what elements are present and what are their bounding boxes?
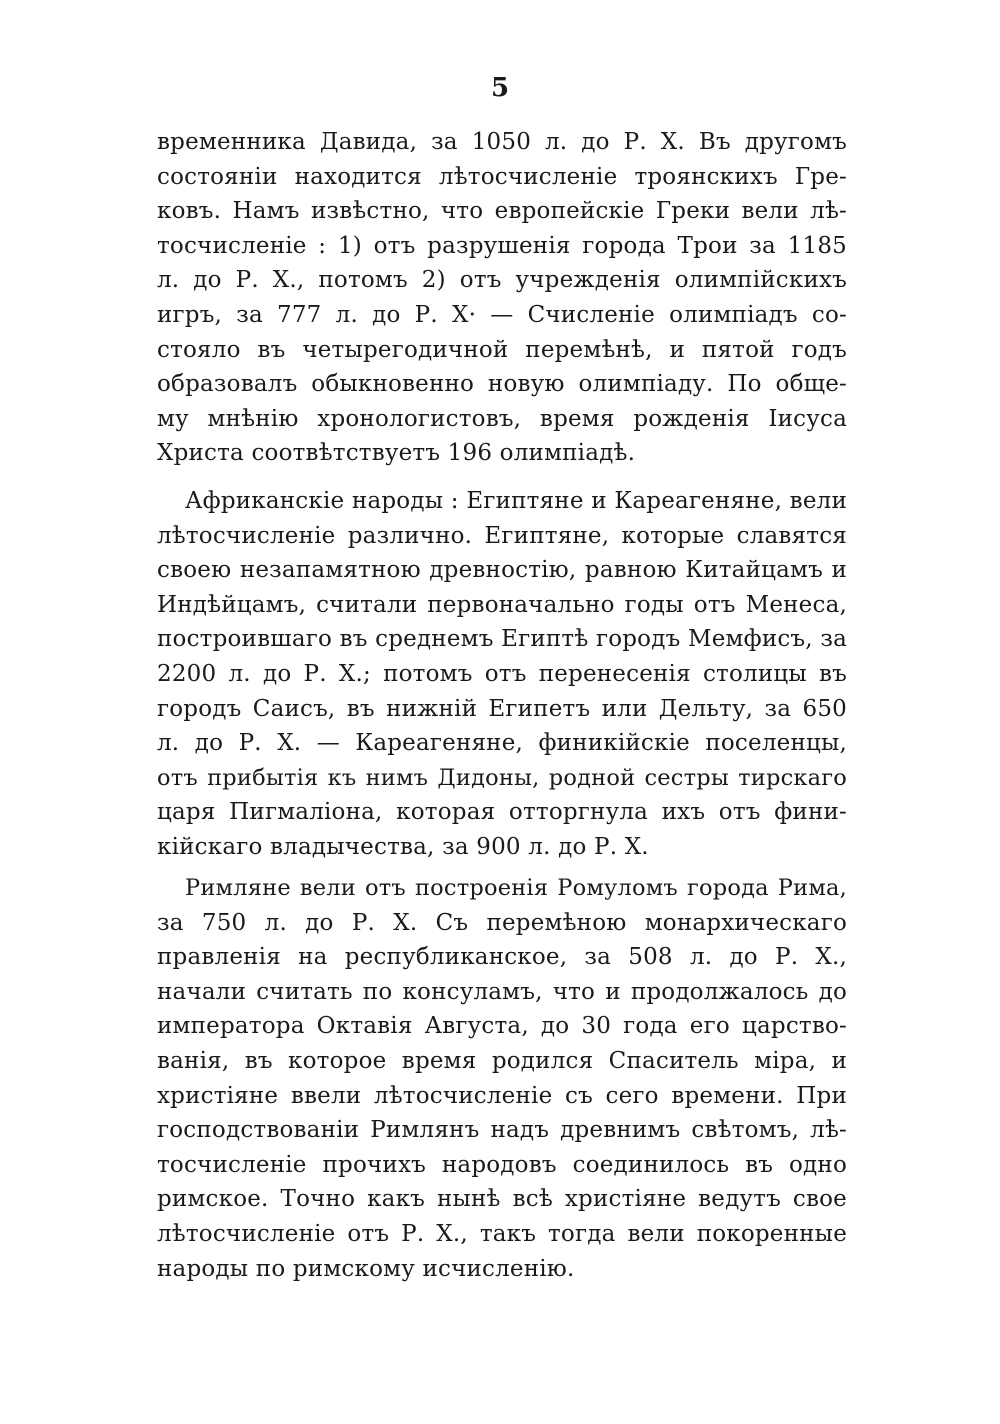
text-line: Христа соотвѣтствуетъ 196 олимпіадѣ.	[157, 440, 636, 467]
text-line: начали считать по консуламъ, что и продолжалось до	[157, 978, 847, 1005]
text-line: ковъ. Намъ извѣстно, что европейскіе Греки вели лѣ-	[157, 198, 847, 225]
text-line: городъ Саисъ, въ нижній Египетъ или Дельту, за 650	[157, 695, 847, 722]
text-line: образовалъ обыкновенно новую олимпіаду. По обще-	[157, 371, 847, 398]
text-line: тосчисленіе прочихъ народовъ соединилось въ одно	[157, 1151, 847, 1178]
text-line: римское. Точно какъ нынѣ всѣ христіяне ведутъ свое	[157, 1186, 847, 1213]
text-line: состояніи находится лѣтосчисленіе троянскихъ Гре-	[157, 163, 847, 190]
text-line: л. до Р. Х., потомъ 2) отъ учрежденія олимпійскихъ	[157, 267, 847, 294]
text-line: лѣтосчисленіе различно. Египтяне, которые славятся	[157, 522, 847, 549]
text-line: ванія, въ которое время родился Спаситель міра, и	[157, 1047, 847, 1074]
text-line: царя Пигмаліона, которая отторгнула ихъ отъ фини-	[157, 799, 847, 826]
text-line: императора Октавія Августа, до 30 года его царство-	[157, 1013, 847, 1040]
text-line: игръ, за 777 л. до Р. Х· — Счисленіе олимпіадъ со-	[157, 301, 847, 328]
text-line: правленія на республиканское, за 508 л. до Р. Х.,	[157, 944, 847, 971]
text-line: кійскаго владычества, за 900 л. до Р. Х.	[157, 833, 649, 860]
text-line: Индѣйцамъ, считали первоначально годы отъ Менеса,	[157, 591, 847, 618]
text-line: тосчисленіе : 1) отъ разрушенія города Трои за 1185	[157, 232, 847, 259]
text-line: построившаго въ среднемъ Египтѣ городъ Мемфисъ, за	[157, 626, 847, 653]
paragraph-chronology-romans	[157, 871, 847, 1286]
text-line: временника Давида, за 1050 л. до Р. Х. Въ другомъ	[157, 129, 847, 155]
page-number: 5	[490, 73, 510, 103]
text-line: му мнѣнію хронологистовъ, время рожденія Іисуса	[157, 405, 847, 432]
text-line: стояло въ четырегодичной перемѣнѣ, и пятой годъ	[157, 336, 847, 363]
text-line: л. до Р. Х. — Кареагеняне, финикійскіе поселенцы,	[157, 730, 847, 757]
text-line: христіяне ввели лѣтосчисленіе съ сего времени. При	[157, 1082, 847, 1109]
text-line: Римляне вели отъ построенія Ромуломъ города Рима,	[185, 875, 847, 901]
text-line: отъ прибытія къ нимъ Дидоны, родной сестры тирскаго	[157, 764, 847, 791]
text-line: своею незапамятною древностію, равною Китайцамъ и	[157, 557, 847, 584]
text-line: за 750 л. до Р. Х. Съ перемѣною монархическаго	[157, 909, 847, 936]
paragraph-chronology-greeks	[157, 125, 847, 471]
paragraph-chronology-africans	[157, 484, 847, 865]
text-line: Африканскіе народы : Египтяне и Кареагеняне, вели	[185, 488, 847, 514]
text-line: господствованіи Римлянъ надъ древнимъ свѣтомъ, лѣ-	[157, 1117, 847, 1144]
text-line: народы по римскому исчисленію.	[157, 1255, 575, 1282]
text-line: лѣтосчисленіе отъ Р. Х., такъ тогда вели покоренные	[157, 1220, 847, 1247]
text-line: 2200 л. до Р. Х.; потомъ отъ перенесенія столицы въ	[157, 660, 847, 687]
